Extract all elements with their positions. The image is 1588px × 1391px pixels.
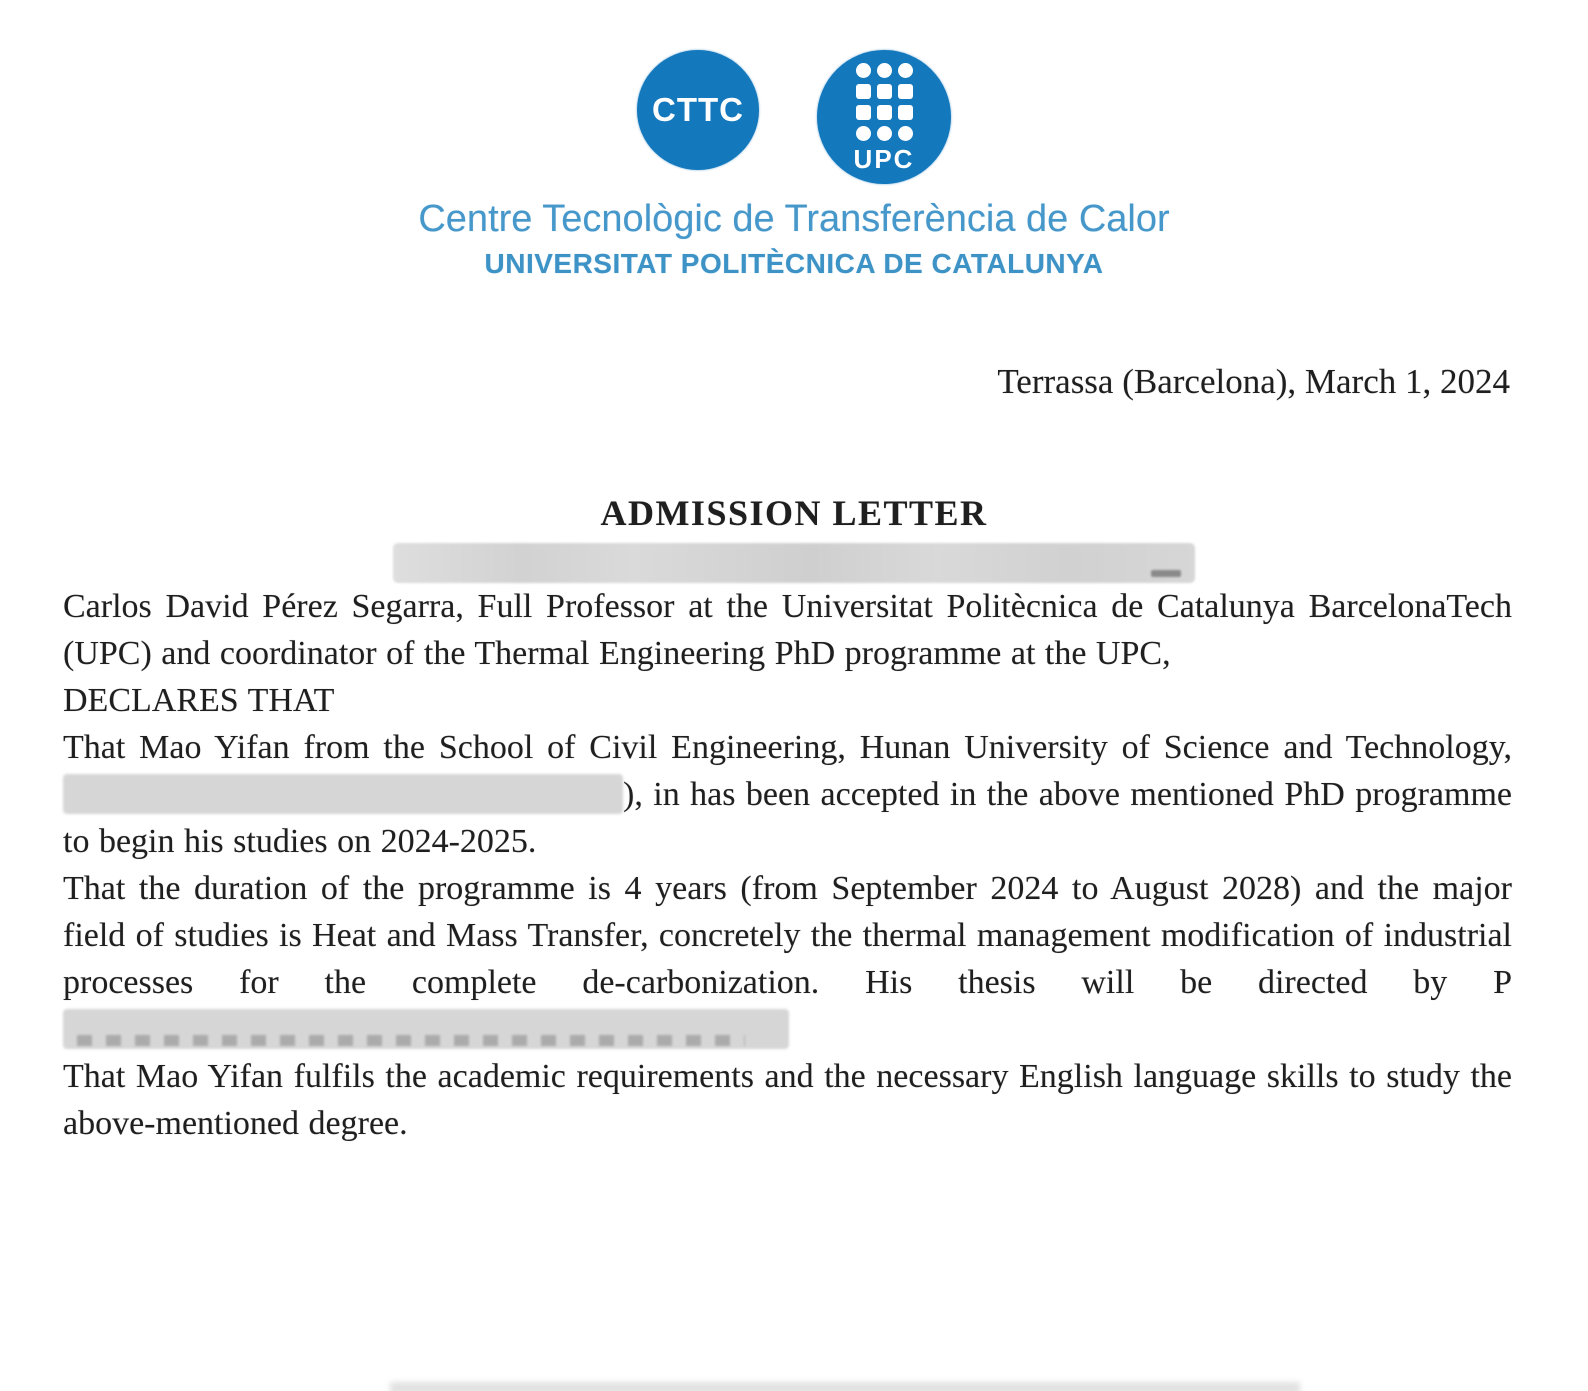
letter-title: ADMISSION LETTER [600, 493, 988, 533]
dateline: Terrassa (Barcelona), March 1, 2024 [997, 362, 1510, 401]
redaction-bar-subtitle [393, 543, 1195, 583]
university-name: UNIVERSITAT POLITÈCNICA DE CATALUNYA [484, 248, 1104, 279]
upc-logo-icon [817, 50, 951, 184]
letterhead-logos [0, 0, 1588, 184]
redaction-inline-supervisors [63, 1009, 789, 1049]
paragraph-acceptance [63, 724, 1512, 865]
cttc-logo-label: CTTC [652, 91, 744, 128]
cttc-logo-icon [637, 50, 759, 170]
redaction-ink-mark [1151, 570, 1181, 577]
upc-logo-label: UPC [853, 144, 915, 174]
letter-body [0, 583, 1588, 1147]
upc-dots-icon [856, 63, 913, 141]
paragraph-acceptance-text-after: ), in has been accepted in the above mentioned PhD programme to begin his studies on 2024-2025. [63, 776, 1512, 860]
redaction-inline-student-info [63, 774, 623, 814]
declares-heading: DECLARES THAT [63, 682, 335, 719]
paragraph-programme-details [63, 865, 1512, 1053]
paragraph-programme-text: That the duration of the programme is 4 years (from September 2024 to August 2028) and the major field of studies is Heat and Mass Transfer, concretely the thermal management modification of industrial processes for the complete de-carbonization. His thesis will be directed by P [63, 870, 1512, 1001]
paragraph-introduction: Carlos David Pérez Segarra, Full Professor at the Universitat Politècnica de Catalunya BarcelonaTech (UPC) and coordinator of the Thermal Engineering PhD programme at the UPC, [63, 588, 1512, 672]
paragraph-acceptance-text-before: That Mao Yifan from the School of Civil Engineering, Hunan University of Science and Technology, [63, 729, 1512, 766]
redaction-smudge-bottom [390, 1382, 1300, 1391]
organization-name: Centre Tecnològic de Transferència de Calor [418, 198, 1170, 240]
paragraph-requirements: That Mao Yifan fulfils the academic requirements and the necessary English language skills to study the above-mentioned degree. [63, 1058, 1512, 1142]
